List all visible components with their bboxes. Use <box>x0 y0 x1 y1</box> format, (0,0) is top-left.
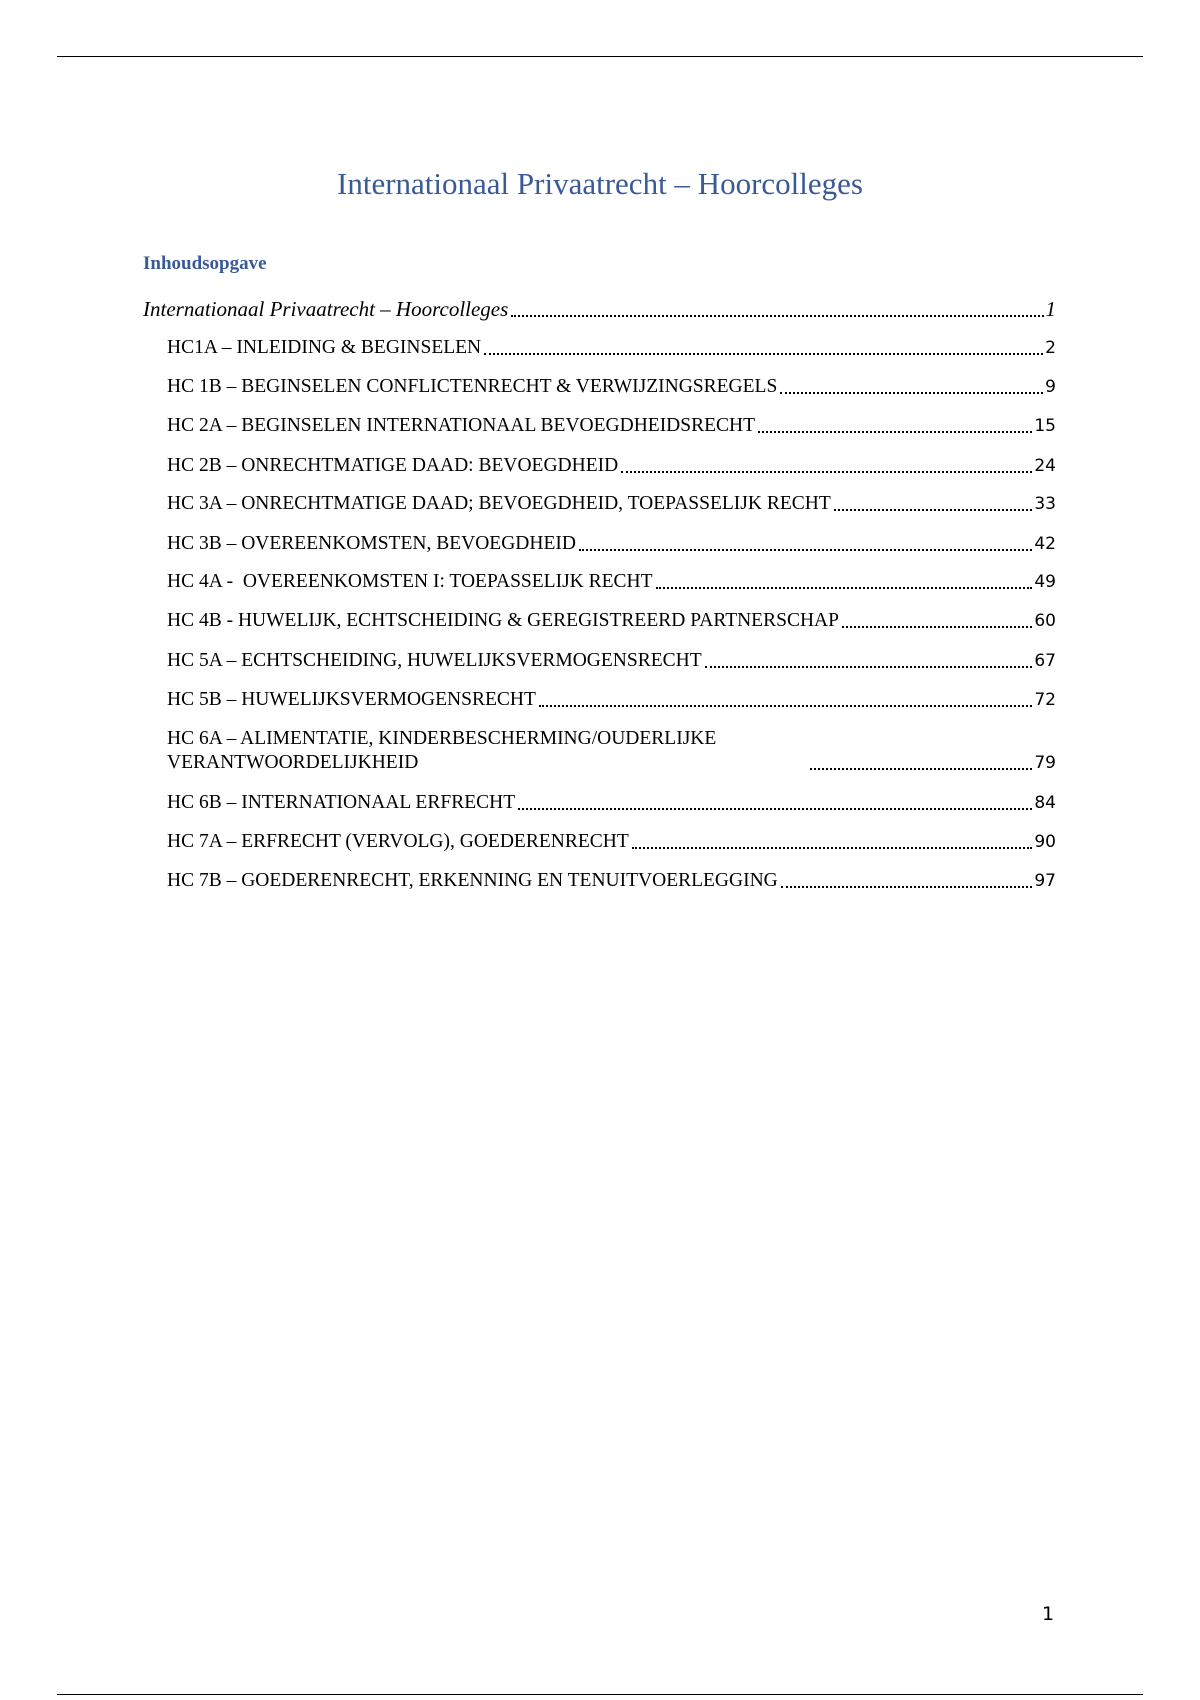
dot-leader <box>834 509 1033 511</box>
toc-entry[interactable] <box>167 454 1056 478</box>
toc-entry-title: HC 5A – ECHTSCHEIDING, HUWELIJKSVERMOGENSRECHT <box>167 650 702 671</box>
toc-entry-title: Internationaal Privaatrecht – Hoorcolleges <box>143 297 509 321</box>
toc-entry-page: 42 <box>1034 534 1056 554</box>
dot-leader <box>656 587 1033 589</box>
toc-entry-page: 67 <box>1034 651 1056 671</box>
toc-entry-title: HC 3B – OVEREENKOMSTEN, BEVOEGDHEID <box>167 533 576 554</box>
toc-entry-page: 79 <box>1034 753 1056 773</box>
toc-entry-page: 2 <box>1045 338 1056 358</box>
toc-entry-page: 97 <box>1034 871 1056 891</box>
toc-entry-title: HC1A – INLEIDING & BEGINSELEN <box>167 337 482 358</box>
dot-leader <box>780 392 1043 394</box>
page-number: 1 <box>1042 1603 1055 1625</box>
toc-entry[interactable] <box>167 336 1056 360</box>
toc-entry-page: 1 <box>1045 297 1056 321</box>
footer-rule <box>57 1694 1143 1695</box>
dot-leader <box>705 666 1033 668</box>
toc-entry-page: 15 <box>1034 416 1056 436</box>
toc-entry-title: HC 3A – ONRECHTMATIGE DAAD; BEVOEGDHEID, TOEPASSELIJK RECHT <box>167 493 831 514</box>
dot-leader <box>579 549 1032 551</box>
dot-leader <box>484 353 1043 355</box>
toc-entry-page: 90 <box>1034 832 1056 852</box>
toc-entry-page: 72 <box>1034 690 1056 710</box>
toc-entry[interactable] <box>167 791 1056 815</box>
document-title: Internationaal Privaatrecht – Hoorcolleges <box>337 166 863 201</box>
toc-entry-title: HC 2B – ONRECHTMATIGE DAAD: BEVOEGDHEID <box>167 455 619 476</box>
toc-entry[interactable] <box>167 727 1056 775</box>
dot-leader <box>810 768 1032 770</box>
toc-entry[interactable] <box>167 532 1056 556</box>
dot-leader <box>632 847 1033 849</box>
dot-leader <box>842 626 1032 628</box>
toc-entry[interactable] <box>167 492 1056 516</box>
toc-entry[interactable] <box>167 570 1056 594</box>
toc-entry-title: HC 6A – ALIMENTATIE, KINDERBESCHERMING/OUDERLIJKE VERANTWOORDELIJKHEID <box>167 728 717 773</box>
toc-entry[interactable] <box>167 830 1056 854</box>
dot-leader <box>518 808 1032 810</box>
toc-entry-title: HC 5B – HUWELIJKSVERMOGENSRECHT <box>167 689 536 710</box>
dot-leader <box>511 315 1043 317</box>
toc-entry-page: 24 <box>1034 456 1056 476</box>
toc-heading: Inhoudsopgave <box>143 253 267 274</box>
toc-entry-page: 84 <box>1034 793 1056 813</box>
toc-entry-title: HC 2A – BEGINSELEN INTERNATIONAAL BEVOEGDHEIDSRECHT <box>167 415 756 436</box>
toc-entry[interactable] <box>167 649 1056 673</box>
header-rule <box>57 56 1143 57</box>
toc-entry-page: 60 <box>1034 611 1056 631</box>
dot-leader <box>758 431 1032 433</box>
toc-entry[interactable] <box>167 688 1056 712</box>
dot-leader <box>621 471 1032 473</box>
dot-leader <box>539 705 1032 707</box>
toc-entry[interactable] <box>167 375 1056 399</box>
toc-entry-title: HC 7A – ERFRECHT (VERVOLG), GOEDERENRECHT <box>167 831 629 852</box>
toc-entry-page: 49 <box>1034 572 1056 592</box>
toc-entry[interactable] <box>167 869 1056 893</box>
toc-entry-title: HC 1B – BEGINSELEN CONFLICTENRECHT & VERWIJZINGSREGELS <box>167 376 778 397</box>
toc-entry-title: HC 6B – INTERNATIONAAL ERFRECHT <box>167 792 516 813</box>
toc-entry[interactable] <box>167 414 1056 438</box>
toc-entry-page: 33 <box>1034 494 1056 514</box>
toc-entry-title: HC 4A - OVEREENKOMSTEN I: TOEPASSELIJK RECHT <box>167 571 653 592</box>
toc-entry[interactable] <box>143 296 1056 322</box>
toc-entry-title: HC 4B - HUWELIJK, ECHTSCHEIDING & GEREGISTREERD PARTNERSCHAP <box>167 610 839 631</box>
toc-entry-title: HC 7B – GOEDERENRECHT, ERKENNING EN TENUITVOERLEGGING <box>167 870 778 891</box>
dot-leader <box>781 886 1033 888</box>
toc-entry[interactable] <box>167 609 1056 633</box>
toc-entry-page: 9 <box>1045 377 1056 397</box>
